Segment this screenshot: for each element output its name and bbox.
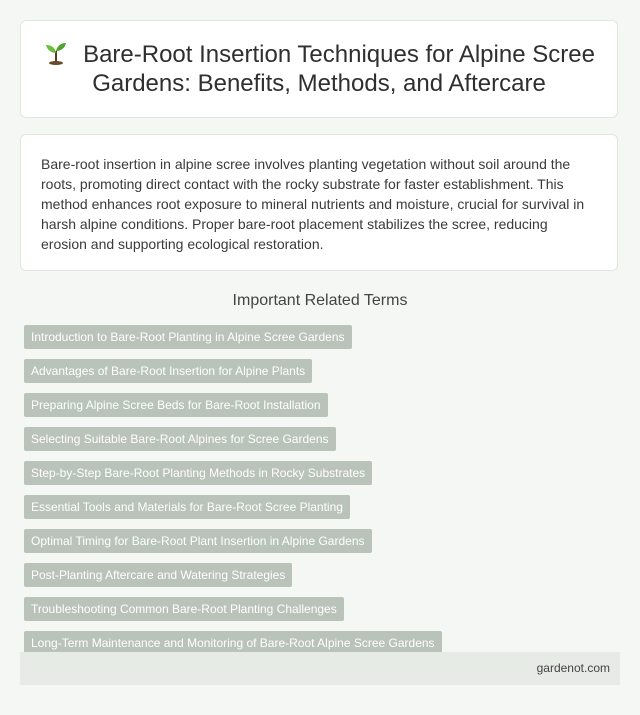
related-term-link[interactable]: Troubleshooting Common Bare-Root Planting Challenges [24,597,344,621]
title-card [20,20,618,118]
related-term-link[interactable]: Step-by-Step Bare-Root Planting Methods in Rocky Substrates [24,461,372,485]
intro-card [20,134,618,271]
page-title [39,40,599,98]
seedling-icon [43,41,69,65]
footer [20,652,620,685]
related-term-link[interactable]: Long-Term Maintenance and Monitoring of Bare-Root Alpine Scree Gardens [24,631,442,655]
related-term-link[interactable]: Advantages of Bare-Root Insertion for Alpine Plants [24,359,312,383]
intro-text: Bare-root insertion in alpine scree involves planting vegetation without soil around the roots, promoting direct contact with the rocky substrate for faster establishment. This method enhances root exposure to mineral nutrients and moisture, crucial for survival in harsh alpine conditions. Proper bare-root placement stabilizes the scree, reducing erosion and supporting ecological restoration. [41,156,585,252]
related-term-link[interactable]: Selecting Suitable Bare-Root Alpines for Scree Gardens [24,427,336,451]
page-title-text: Bare-Root Insertion Techniques for Alpine Scree Gardens: Benefits, Methods, and Aftercare [83,41,595,97]
footer-site-link[interactable]: gardenot.com [536,661,610,675]
related-term-link[interactable]: Essential Tools and Materials for Bare-Root Scree Planting [24,495,350,519]
related-term-link[interactable]: Post-Planting Aftercare and Watering Strategies [24,563,292,587]
related-term-link[interactable]: Preparing Alpine Scree Beds for Bare-Root Installation [24,393,328,417]
related-terms-heading: Important Related Terms [232,292,408,309]
related-term-link[interactable]: Optimal Timing for Bare-Root Plant Insertion in Alpine Gardens [24,529,372,553]
related-term-link[interactable]: Introduction to Bare-Root Planting in Alpine Scree Gardens [24,325,352,349]
related-terms-list [24,325,620,665]
